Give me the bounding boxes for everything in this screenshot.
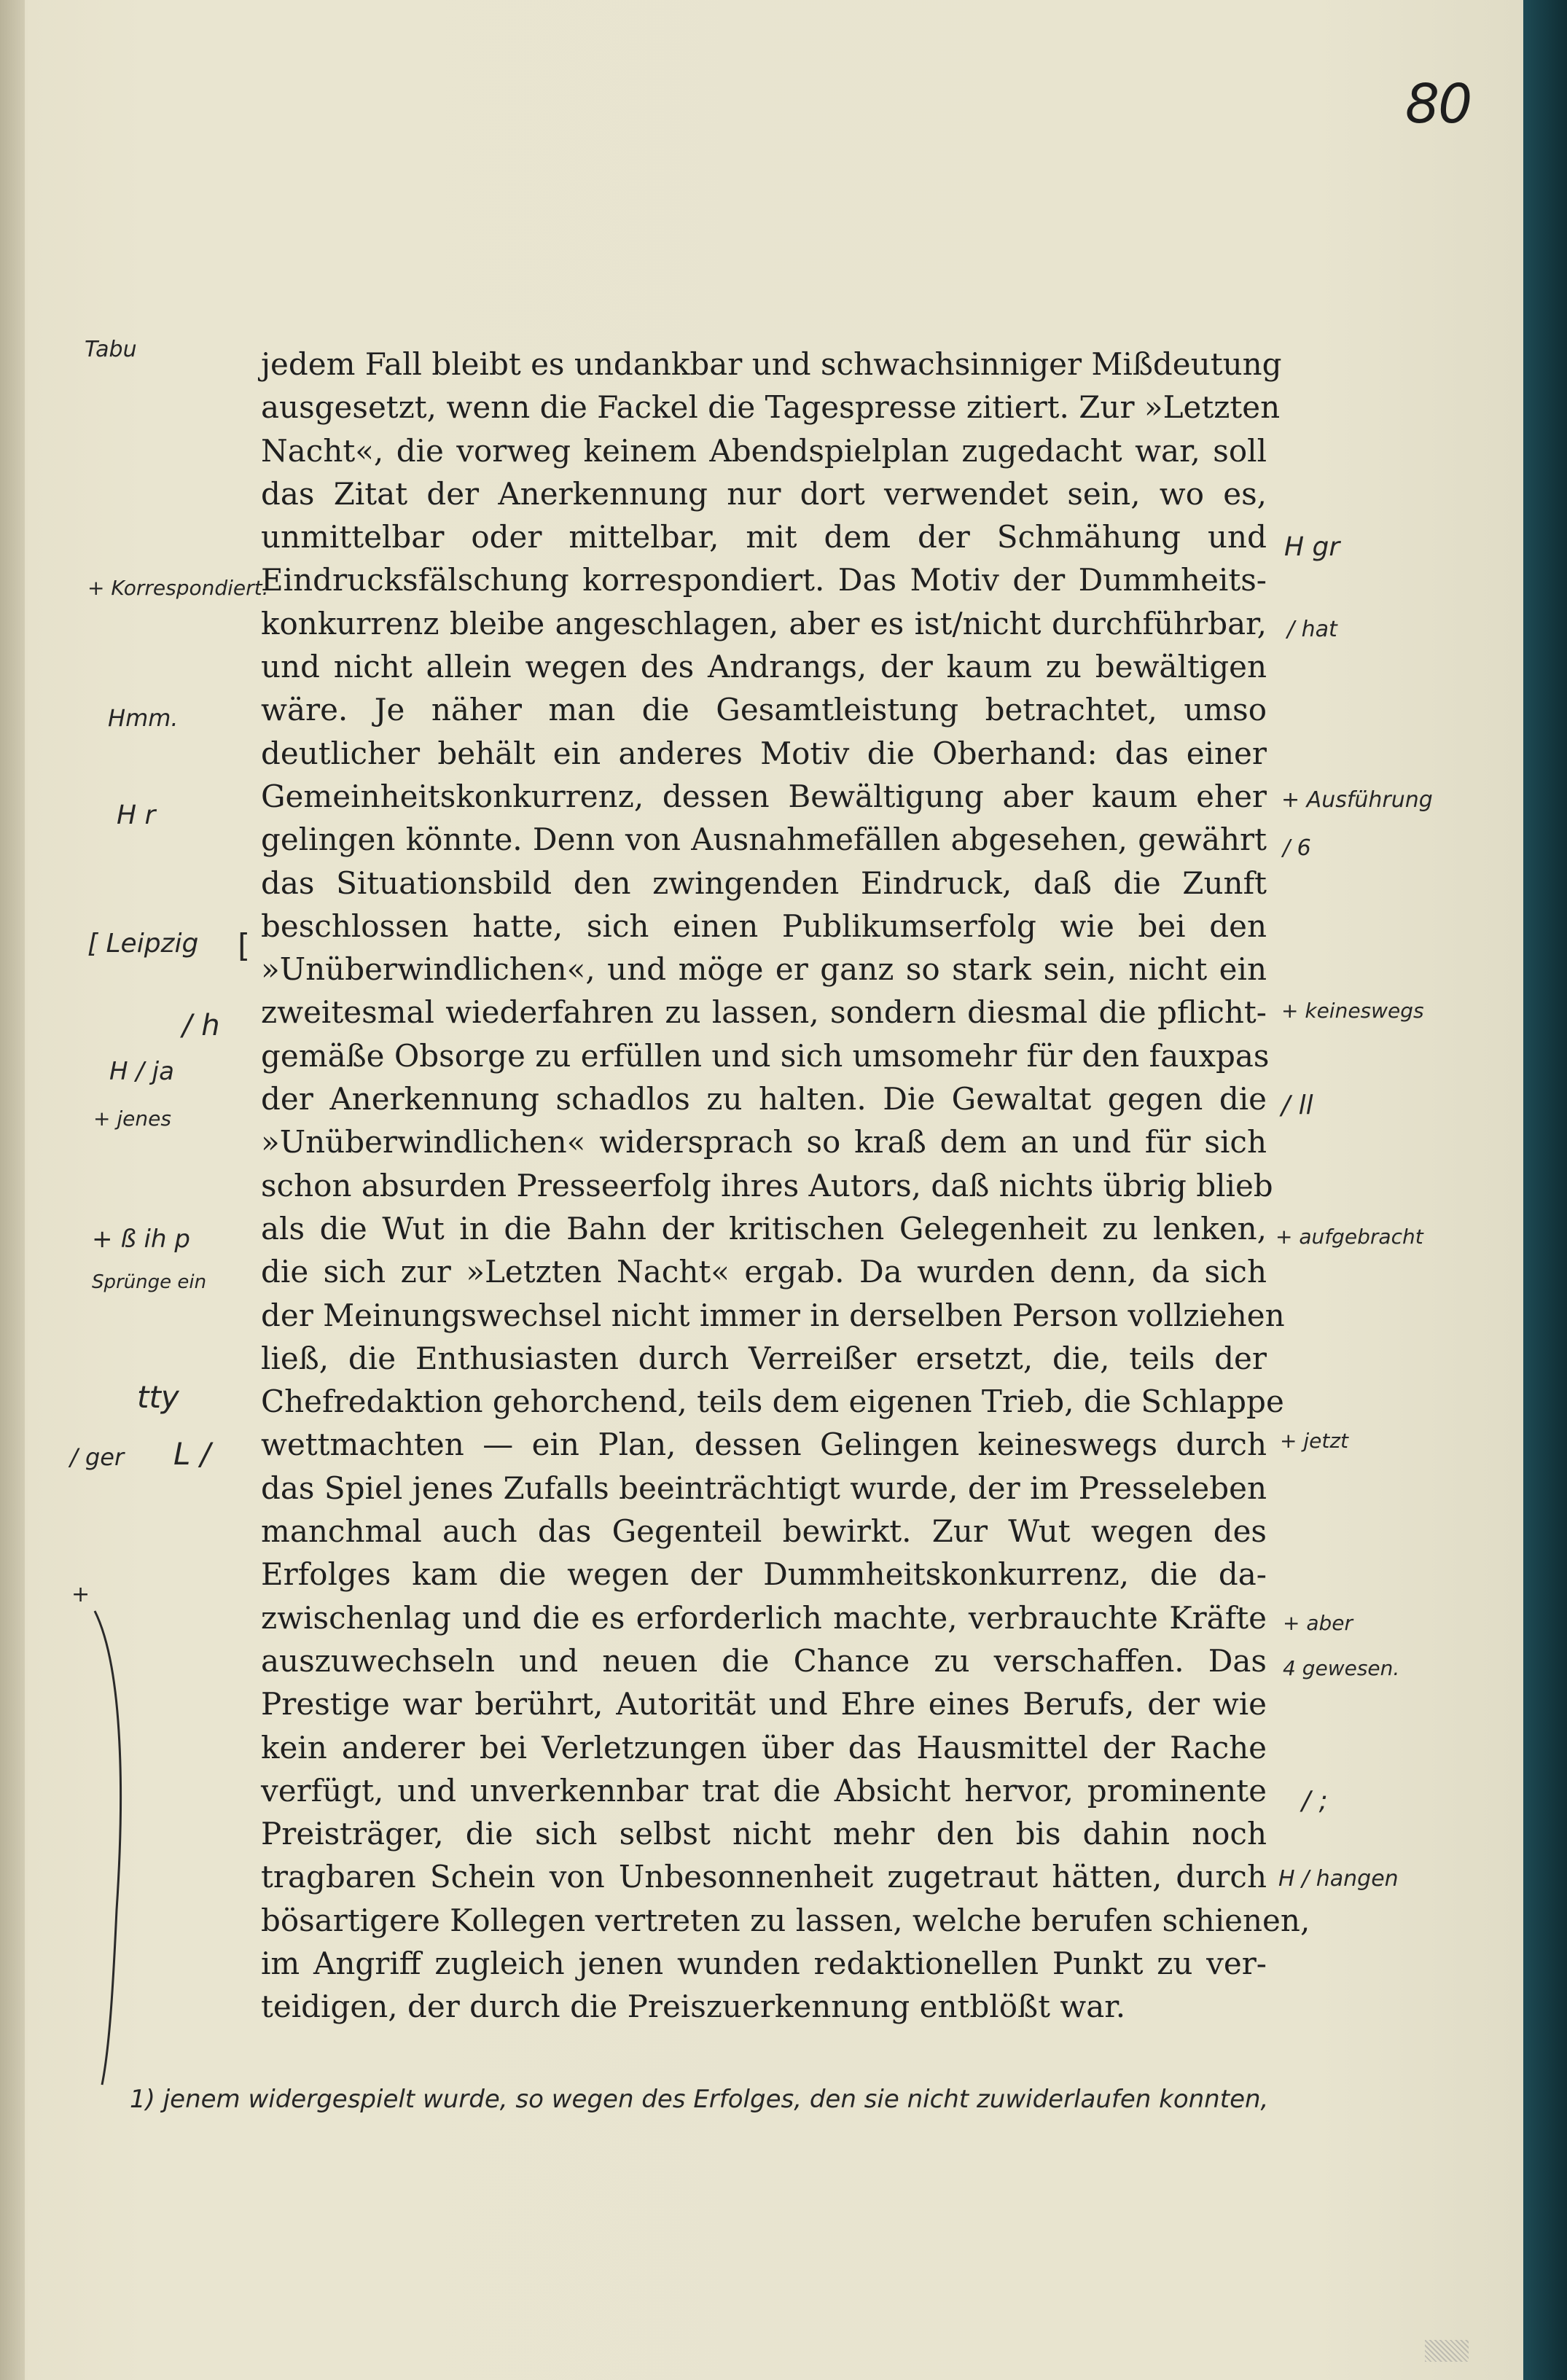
text-line: zwischenlag und die es erforderlich machte, verbrauchte Kräfte (261, 1599, 1267, 1636)
text-line: und nicht allein wegen des Andrangs, der kaum zu bewältigen (261, 649, 1267, 685)
margin-note-right: / hat (1287, 617, 1337, 642)
margin-note-left: L / (173, 1436, 211, 1472)
margin-note-left: H / ja (109, 1057, 174, 1086)
text-line: teidigen, der durch die Preiszuerkennung entblößt war. (261, 1989, 1126, 2025)
text-line: die sich zur »Letzten Nacht« ergab. Da wurden denn, da sich (261, 1254, 1267, 1290)
text-line: verfügt, und unverkennbar trat die Absicht hervor, prominente (261, 1772, 1267, 1809)
text-line: das Spiel jenes Zufalls beeinträchtigt wurde, der im Presseleben (261, 1470, 1267, 1506)
text-line: tragbaren Schein von Unbesonnenheit zugetraut hätten, durch (261, 1859, 1267, 1895)
margin-note-right: / 6 (1283, 835, 1311, 861)
text-line: Gemeinheitskonkurrenz, dessen Bewältigung aber kaum eher (261, 778, 1267, 814)
folio-number: 80 (1405, 73, 1472, 136)
text-line: ausgesetzt, wenn die Fackel die Tagespresse zitiert. Zur »Letzten (261, 389, 1281, 426)
margin-note-right: / ; (1302, 1786, 1328, 1816)
text-line: Preisträger, die sich selbst nicht mehr den bis dahin noch (261, 1816, 1267, 1852)
margin-note-right: + aufgebracht (1275, 1225, 1423, 1249)
text-line: Nacht«, die vorweg keinem Abendspielplan zugedacht war, soll (261, 432, 1267, 469)
margin-note-left: [ (238, 927, 251, 964)
margin-note-left: tty (137, 1379, 179, 1415)
margin-note-right: + Ausführung (1281, 787, 1433, 813)
text-line: gemäße Obsorge zu erfüllen und sich umsomehr für den fauxpas (261, 1037, 1270, 1074)
margin-note-left: + ß ih p (92, 1225, 190, 1254)
margin-note-right: / ll (1281, 1090, 1313, 1120)
text-line: das Situationsbild den zwingenden Eindruck, daß die Zunft (261, 865, 1267, 901)
margin-note-right: + jetzt (1280, 1429, 1349, 1453)
margin-note-right: H gr (1284, 532, 1340, 562)
text-line: der Meinungswechsel nicht immer in derselben Person vollziehen (261, 1297, 1285, 1333)
text-line: wäre. Je näher man die Gesamtleistung betrachtet, umso (261, 692, 1267, 728)
text-line: im Angriff zugleich jenen wunden redaktionellen Punkt zu ver- (261, 1945, 1267, 1981)
text-line: Prestige war berührt, Autorität und Ehre eines Berufs, der wie (261, 1686, 1267, 1722)
text-line: Eindrucksfälschung korrespondiert. Das Motiv der Dummheits- (261, 562, 1267, 598)
margin-note-right: 4 gewesen. (1283, 1656, 1400, 1680)
text-line: Chefredaktion gehorchend, teils dem eigenen Trieb, die Schlappe (261, 1384, 1284, 1420)
text-line: kein anderer bei Verletzungen über das Hausmittel der Rache (261, 1729, 1267, 1766)
margin-note-right: H / hangen (1278, 1866, 1399, 1892)
margin-note-left: [ Leipzig (87, 929, 199, 959)
margin-note-left: H r (117, 800, 156, 830)
margin-note-right: + keineswegs (1281, 999, 1424, 1023)
margin-note-left: Hmm. (108, 704, 179, 732)
text-line: beschlossen hatte, sich einen Publikumserfolg wie bei den (261, 908, 1267, 944)
text-line: konkurrenz bleibe angeschlagen, aber es ist/nicht durchführbar, (261, 605, 1267, 641)
text-line: der Anerkennung schadlos zu halten. Die Gewaltat gegen die (261, 1081, 1267, 1117)
library-stamp (1425, 2340, 1469, 2362)
text-line: bösartigere Kollegen vertreten zu lassen, welche berufen schienen, (261, 1902, 1310, 1938)
text-line: das Zitat der Anerkennung nur dort verwendet sein, wo es, (261, 475, 1267, 512)
text-line: zweitesmal wiederfahren zu lassen, sondern diesmal die pflicht- (261, 994, 1267, 1031)
text-line: manchmal auch das Gegenteil bewirkt. Zur Wut wegen des (261, 1513, 1267, 1550)
margin-note-left: + (71, 1582, 90, 1607)
margin-note-left: Sprünge ein (92, 1271, 207, 1293)
margin-note-left: Tabu (85, 337, 137, 362)
page-binding-edge (0, 0, 25, 2380)
text-line: schon absurden Presseerfolg ihres Autors, daß nichts übrig blieb (261, 1167, 1273, 1203)
margin-note-left: / ger (70, 1443, 125, 1471)
text-line: jedem Fall bleibt es undankbar und schwachsinniger Mißdeutung (261, 346, 1282, 382)
book-cover-edge (1523, 0, 1567, 2380)
margin-bracket-mark (44, 1582, 131, 2092)
text-line: auszuwechseln und neuen die Chance zu verschaffen. Das (261, 1642, 1267, 1679)
text-line: »Unüberwindlichen«, und möge er ganz so stark sein, nicht ein (261, 951, 1267, 988)
margin-note-left: + Korrespondiert. (87, 576, 269, 600)
text-line: unmittelbar oder mittelbar, mit dem der Schmähung und (261, 519, 1267, 555)
margin-note-left: / h (182, 1009, 220, 1042)
margin-note-left: + jenes (93, 1107, 171, 1131)
text-line: wettmachten — ein Plan, dessen Gelingen keineswegs durch (261, 1427, 1267, 1463)
text-line: als die Wut in die Bahn der kritischen Gelegenheit zu lenken, (261, 1210, 1267, 1246)
text-line: Erfolges kam die wegen der Dummheitskonkurrenz, die da- (261, 1556, 1267, 1593)
text-line: »Unüberwindlichen« widersprach so kraß dem an und für sich (261, 1124, 1267, 1160)
text-line: deutlicher behält ein anderes Motiv die Oberhand: das einer (261, 735, 1267, 771)
typeset-body-text (261, 343, 1310, 2029)
text-line: gelingen könnte. Denn von Ausnahmefällen abgesehen, gewährt (261, 822, 1267, 858)
text-line: ließ, die Enthusiasten durch Verreißer ersetzt, die, teils der (261, 1340, 1267, 1376)
margin-note-right: + aber (1283, 1611, 1353, 1635)
footnote-handwritten: 1) jenem widergespielt wurde, so wegen des Erfolges, den sie nicht zuwiderlaufen konnten, (130, 2085, 1269, 2114)
